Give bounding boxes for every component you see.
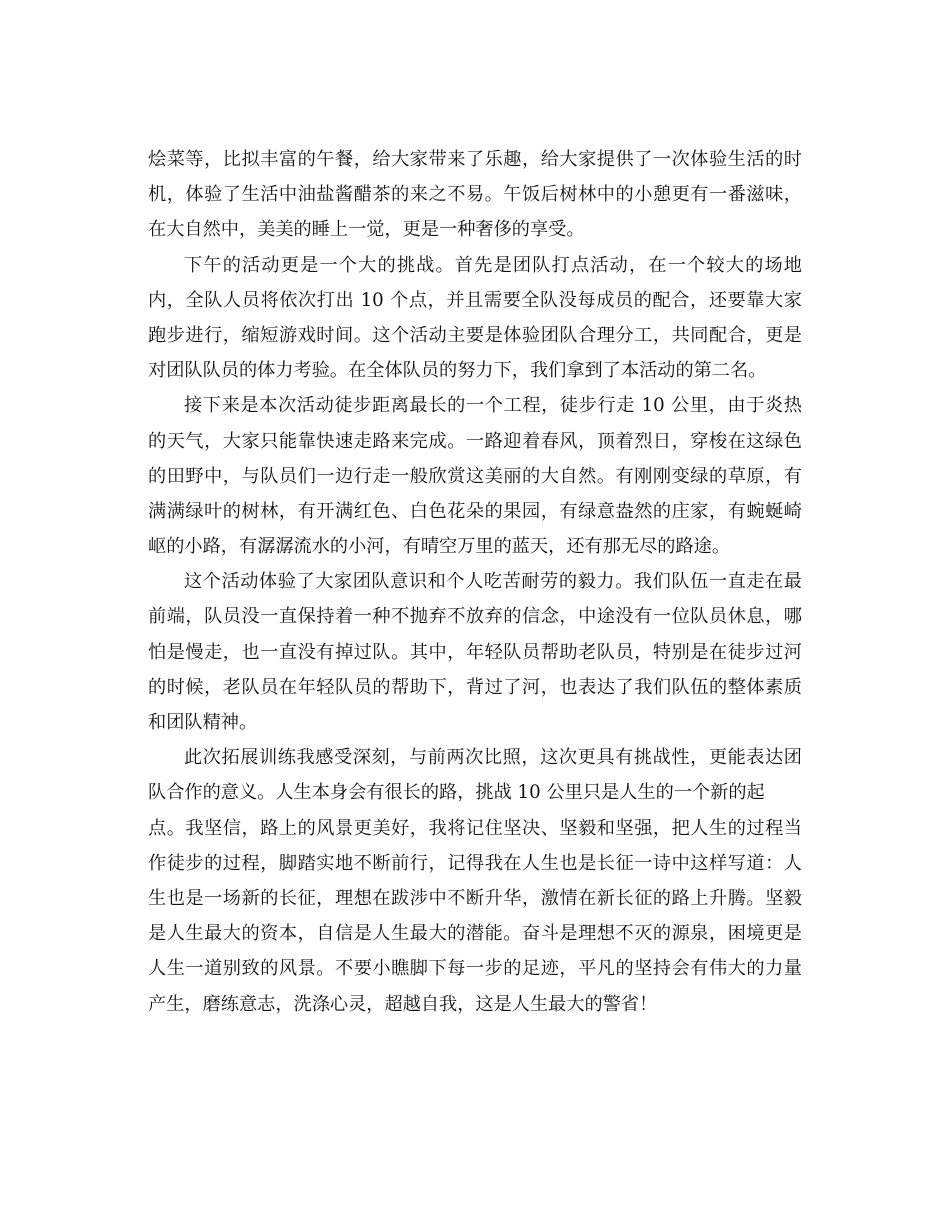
text-line: 的时候，老队员在年轻队员的帮助下，背过了河，也表达了我们队伍的整体素质: [148, 676, 802, 698]
text-line: 前端，队员没一直保持着一种不抛弃不放弃的信念，中途没有一位队员休息，哪: [148, 606, 802, 628]
text-line: 点。我坚信，路上的风景更美好，我将记住坚决、坚毅和坚强，把人生的过程当: [148, 817, 802, 839]
text-line: 接下来是本次活动徒步距离最长的一个工程，徒步行走 10 公里，由于炎热: [184, 395, 802, 417]
text-line: 人生一道别致的风景。不要小瞧脚下每一步的足迹，平凡的坚持会有伟大的力量: [148, 958, 802, 980]
text-line: 此次拓展训练我感受深刻，与前两次比照，这次更具有挑战性，更能表达团: [184, 747, 802, 769]
text-line: 产生，磨练意志，洗涤心灵，超越自我，这是人生最大的警省！: [148, 993, 658, 1015]
text-line: 这个活动体验了大家团队意识和个人吃苦耐劳的毅力。我们队伍一直走在最: [184, 571, 802, 593]
document-body: [148, 142, 802, 1022]
text-line: 满满绿叶的树林，有开满红色、白色花朵的果园，有绿意盎然的庄家，有蜿蜒崎: [148, 500, 802, 522]
text-line: 机，体验了生活中油盐酱醋茶的来之不易。午饭后树林中的小憩更有一番滋味，: [148, 184, 802, 206]
text-line: 队合作的意义。人生本身会有很长的路，挑战 10 公里只是人生的一个新的起: [148, 782, 765, 804]
text-line: 烩菜等，比拟丰富的午餐，给大家带来了乐趣，给大家提供了一次体验生活的时: [148, 149, 802, 170]
text-line: 是人生最大的资本，自信是人生最大的潜能。奋斗是理想不灭的源泉，困境更是: [148, 923, 802, 945]
text-line: 在大自然中，美美的睡上一觉，更是一种奢侈的享受。: [148, 219, 585, 241]
text-line: 作徒步的过程，脚踏实地不断前行，记得我在人生也是长征一诗中这样写道：人: [148, 852, 802, 874]
text-line: 岖的小路，有潺潺流水的小河，有晴空万里的蓝天，还有那无尽的路途。: [148, 536, 731, 558]
text-line: 对团队队员的体力考验。在全体队员的努力下，我们拿到了本活动的第二名。: [148, 360, 767, 382]
text-line: 的天气，大家只能靠快速走路来完成。一路迎着春风，顶着烈日，穿梭在这绿色: [148, 430, 802, 452]
text-line: 的田野中，与队员们一边行走一般欣赏这美丽的大自然。有刚刚变绿的草原，有: [148, 465, 802, 487]
text-line: 怕是慢走，也一直没有掉过队。其中，年轻队员帮助老队员，特别是在徒步过河: [148, 641, 802, 663]
text-line: 下午的活动更是一个大的挑战。首先是团队打点活动，在一个较大的场地: [184, 254, 802, 276]
text-line: 跑步进行，缩短游戏时间。这个活动主要是体验团队合理分工，共同配合，更是: [148, 324, 802, 346]
text-line: 内，全队人员将依次打出 10 个点，并且需要全队没每成员的配合，还要靠大家: [148, 289, 802, 311]
text-line: 和团队精神。: [148, 712, 258, 733]
text-line: 生也是一场新的长征，理想在跋涉中不断升华，激情在新长征的路上升腾。坚毅: [148, 887, 802, 909]
